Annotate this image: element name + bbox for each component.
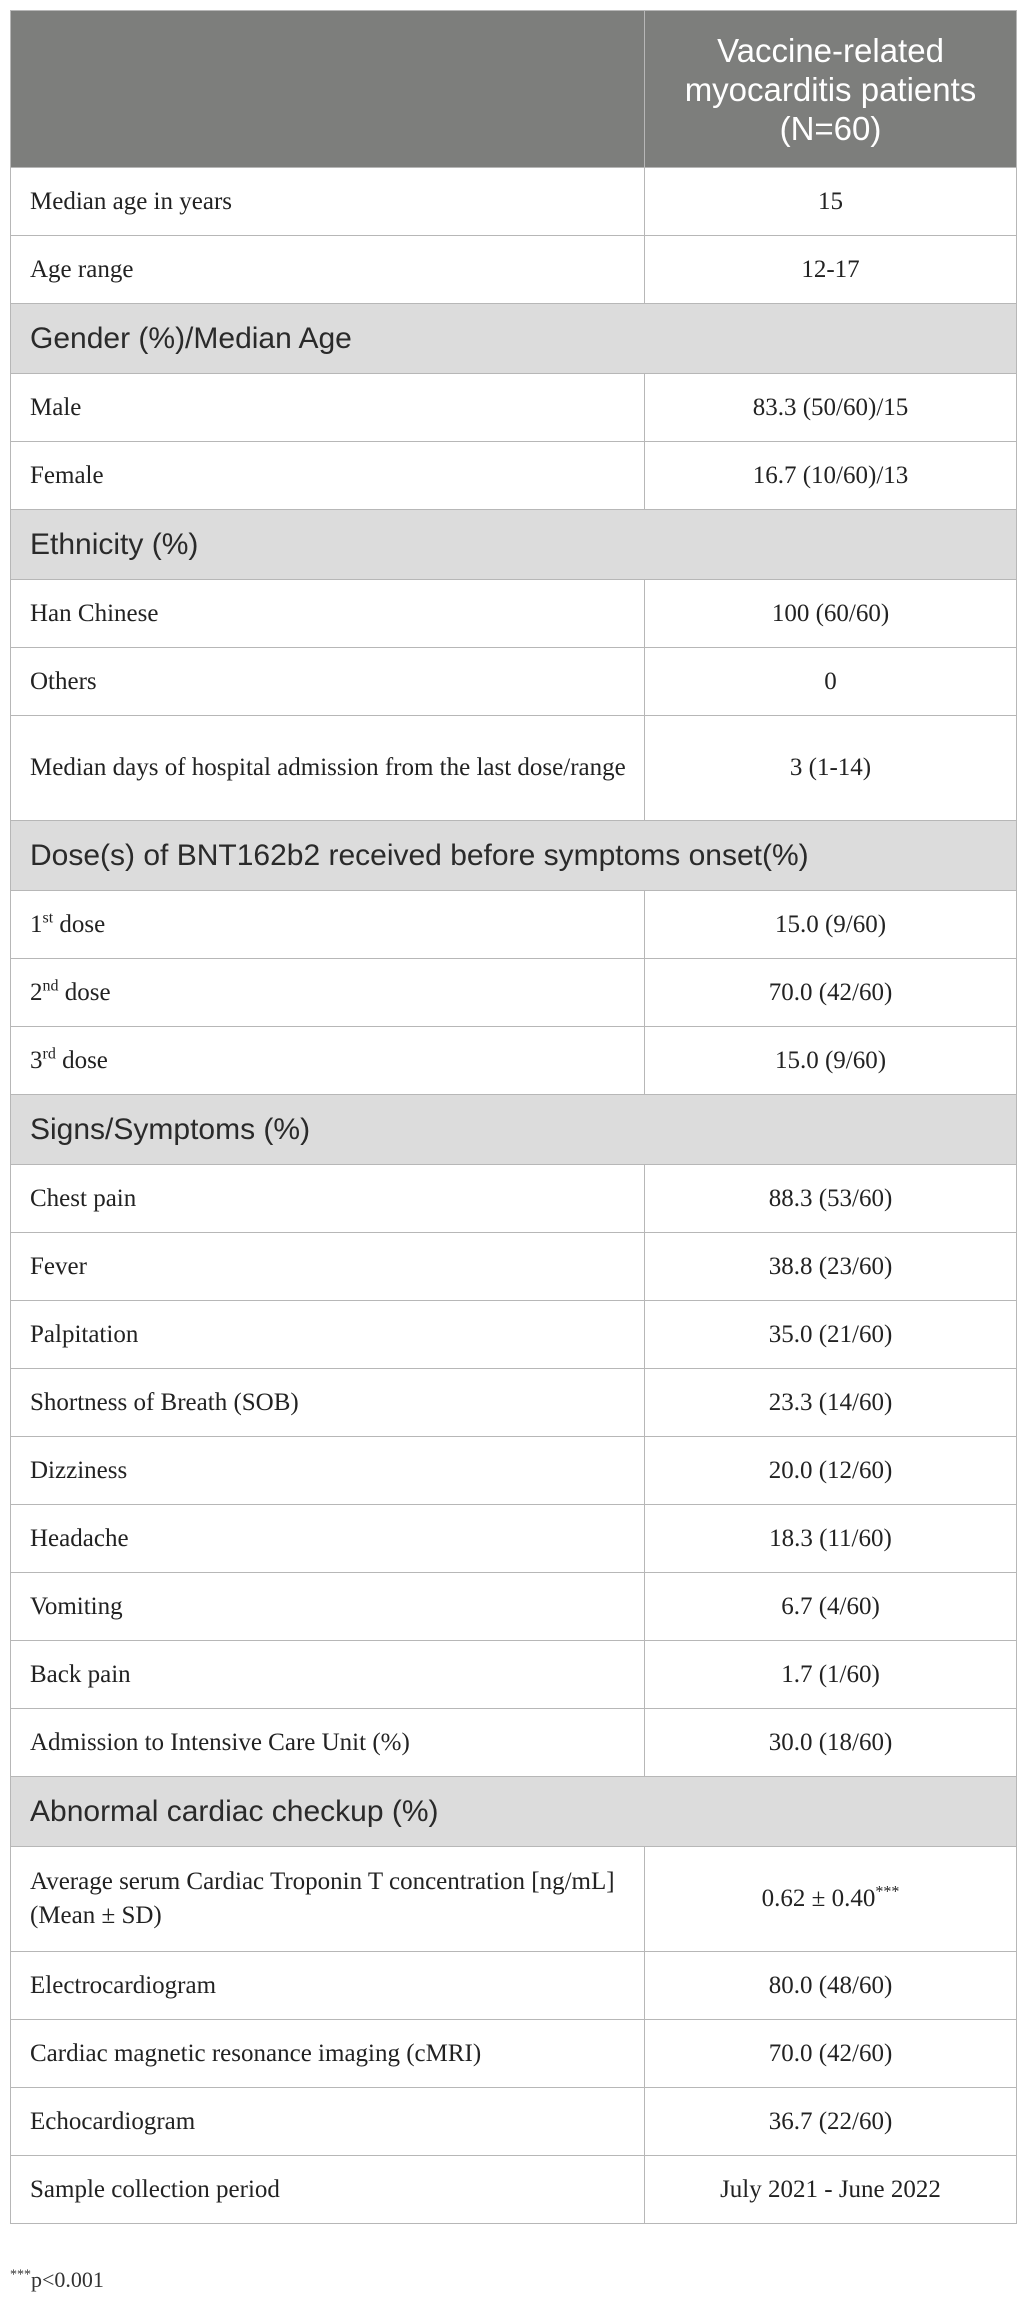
- row-label: Median age in years: [11, 168, 645, 236]
- table-row: [11, 1952, 1017, 2020]
- section-header-row: [11, 304, 1017, 374]
- table-row: [11, 1505, 1017, 1573]
- table-row: [11, 168, 1017, 236]
- row-label: Male: [11, 374, 645, 442]
- section-header-row: [11, 1777, 1017, 1847]
- dose-label: dose: [58, 978, 111, 1006]
- table-row: [11, 236, 1017, 304]
- row-label: Back pain: [11, 1641, 645, 1709]
- row-value: 15.0 (9/60): [645, 1027, 1017, 1095]
- row-label: Headache: [11, 1505, 645, 1573]
- row-value: 0: [645, 648, 1017, 716]
- table-row: [11, 442, 1017, 510]
- row-label: [11, 891, 645, 959]
- row-label: Fever: [11, 1233, 645, 1301]
- header-patients-column: [645, 11, 1017, 168]
- section-header-row: [11, 1095, 1017, 1165]
- row-value: 35.0 (21/60): [645, 1301, 1017, 1369]
- row-label: Cardiac magnetic resonance imaging (cMRI): [11, 2020, 645, 2088]
- table-row: [11, 959, 1017, 1027]
- dose-ordinal: rd: [42, 1045, 56, 1063]
- table-row: [11, 716, 1017, 821]
- row-label: Echocardiogram: [11, 2088, 645, 2156]
- table-row: [11, 1641, 1017, 1709]
- row-value: 16.7 (10/60)/13: [645, 442, 1017, 510]
- row-value: 88.3 (53/60): [645, 1165, 1017, 1233]
- row-label: Admission to Intensive Care Unit (%): [11, 1709, 645, 1777]
- table-container: [10, 10, 1016, 2224]
- row-label: Others: [11, 648, 645, 716]
- row-value: 38.8 (23/60): [645, 1233, 1017, 1301]
- table-row: [11, 2156, 1017, 2224]
- table-row: [11, 1709, 1017, 1777]
- table-row: [11, 1437, 1017, 1505]
- section-header-row: [11, 510, 1017, 580]
- row-value: 15: [645, 168, 1017, 236]
- table-row: [11, 1233, 1017, 1301]
- row-value: 30.0 (18/60): [645, 1709, 1017, 1777]
- row-value: 70.0 (42/60): [645, 2020, 1017, 2088]
- table-row: [11, 891, 1017, 959]
- significance-marker: ***: [875, 1883, 900, 1901]
- section-title: Dose(s) of BNT162b2 received before symptoms onset(%): [11, 821, 1017, 891]
- table-row: [11, 1847, 1017, 1952]
- row-value: 15.0 (9/60): [645, 891, 1017, 959]
- patient-characteristics-table: [10, 10, 1017, 2224]
- table-header-row: [11, 11, 1017, 168]
- row-label: Han Chinese: [11, 580, 645, 648]
- section-title: Abnormal cardiac checkup (%): [11, 1777, 1017, 1847]
- row-label: Median days of hospital admission from the last dose/range: [11, 716, 645, 821]
- table-row: [11, 580, 1017, 648]
- row-value: 80.0 (48/60): [645, 1952, 1017, 2020]
- row-label: Age range: [11, 236, 645, 304]
- dose-label: dose: [55, 1046, 108, 1074]
- section-title: Gender (%)/Median Age: [11, 304, 1017, 374]
- dose-ordinal: st: [42, 909, 54, 927]
- row-label: Palpitation: [11, 1301, 645, 1369]
- row-label: Sample collection period: [11, 2156, 645, 2224]
- section-title: Signs/Symptoms (%): [11, 1095, 1017, 1165]
- dose-number: 1: [30, 910, 43, 938]
- table-row: [11, 374, 1017, 442]
- section-header-row: [11, 821, 1017, 891]
- row-value: 100 (60/60): [645, 580, 1017, 648]
- table-row: [11, 1165, 1017, 1233]
- dose-ordinal: nd: [42, 977, 59, 995]
- dose-number: 3: [30, 1046, 43, 1074]
- section-title: Ethnicity (%): [11, 510, 1017, 580]
- row-label: Average serum Cardiac Troponin T concentration [ng/mL] (Mean ± SD): [11, 1847, 645, 1952]
- table-row: [11, 648, 1017, 716]
- table-row: [11, 1573, 1017, 1641]
- row-label: Female: [11, 442, 645, 510]
- table-row: [11, 2088, 1017, 2156]
- table-row: [11, 1027, 1017, 1095]
- row-value: 70.0 (42/60): [645, 959, 1017, 1027]
- table-row: [11, 1369, 1017, 1437]
- row-value: July 2021 - June 2022: [645, 2156, 1017, 2224]
- row-label: [11, 1027, 645, 1095]
- dose-number: 2: [30, 978, 43, 1006]
- row-value: [645, 1847, 1017, 1952]
- row-value: 12-17: [645, 236, 1017, 304]
- row-label: [11, 959, 645, 1027]
- table-row: [11, 2020, 1017, 2088]
- row-value: 23.3 (14/60): [645, 1369, 1017, 1437]
- table-footnote: [10, 2267, 104, 2293]
- row-label: Shortness of Breath (SOB): [11, 1369, 645, 1437]
- row-value: 1.7 (1/60): [645, 1641, 1017, 1709]
- row-value: 20.0 (12/60): [645, 1437, 1017, 1505]
- row-label: Chest pain: [11, 1165, 645, 1233]
- troponin-value: 0.62 ± 0.40: [761, 1885, 876, 1912]
- row-value: 3 (1-14): [645, 716, 1017, 821]
- footnote-text: p<0.001: [31, 2267, 104, 2292]
- row-label: Electrocardiogram: [11, 1952, 645, 2020]
- row-value: 83.3 (50/60)/15: [645, 374, 1017, 442]
- row-label: Dizziness: [11, 1437, 645, 1505]
- header-blank-cell: [11, 11, 645, 168]
- row-value: 36.7 (22/60): [645, 2088, 1017, 2156]
- dose-label: dose: [53, 910, 106, 938]
- row-value: 18.3 (11/60): [645, 1505, 1017, 1573]
- header-patients-label: Vaccine-related myocarditis patients (N=60): [684, 31, 977, 147]
- footnote-marker: ***: [10, 2267, 31, 2283]
- row-label: Vomiting: [11, 1573, 645, 1641]
- row-value: 6.7 (4/60): [645, 1573, 1017, 1641]
- table-row: [11, 1301, 1017, 1369]
